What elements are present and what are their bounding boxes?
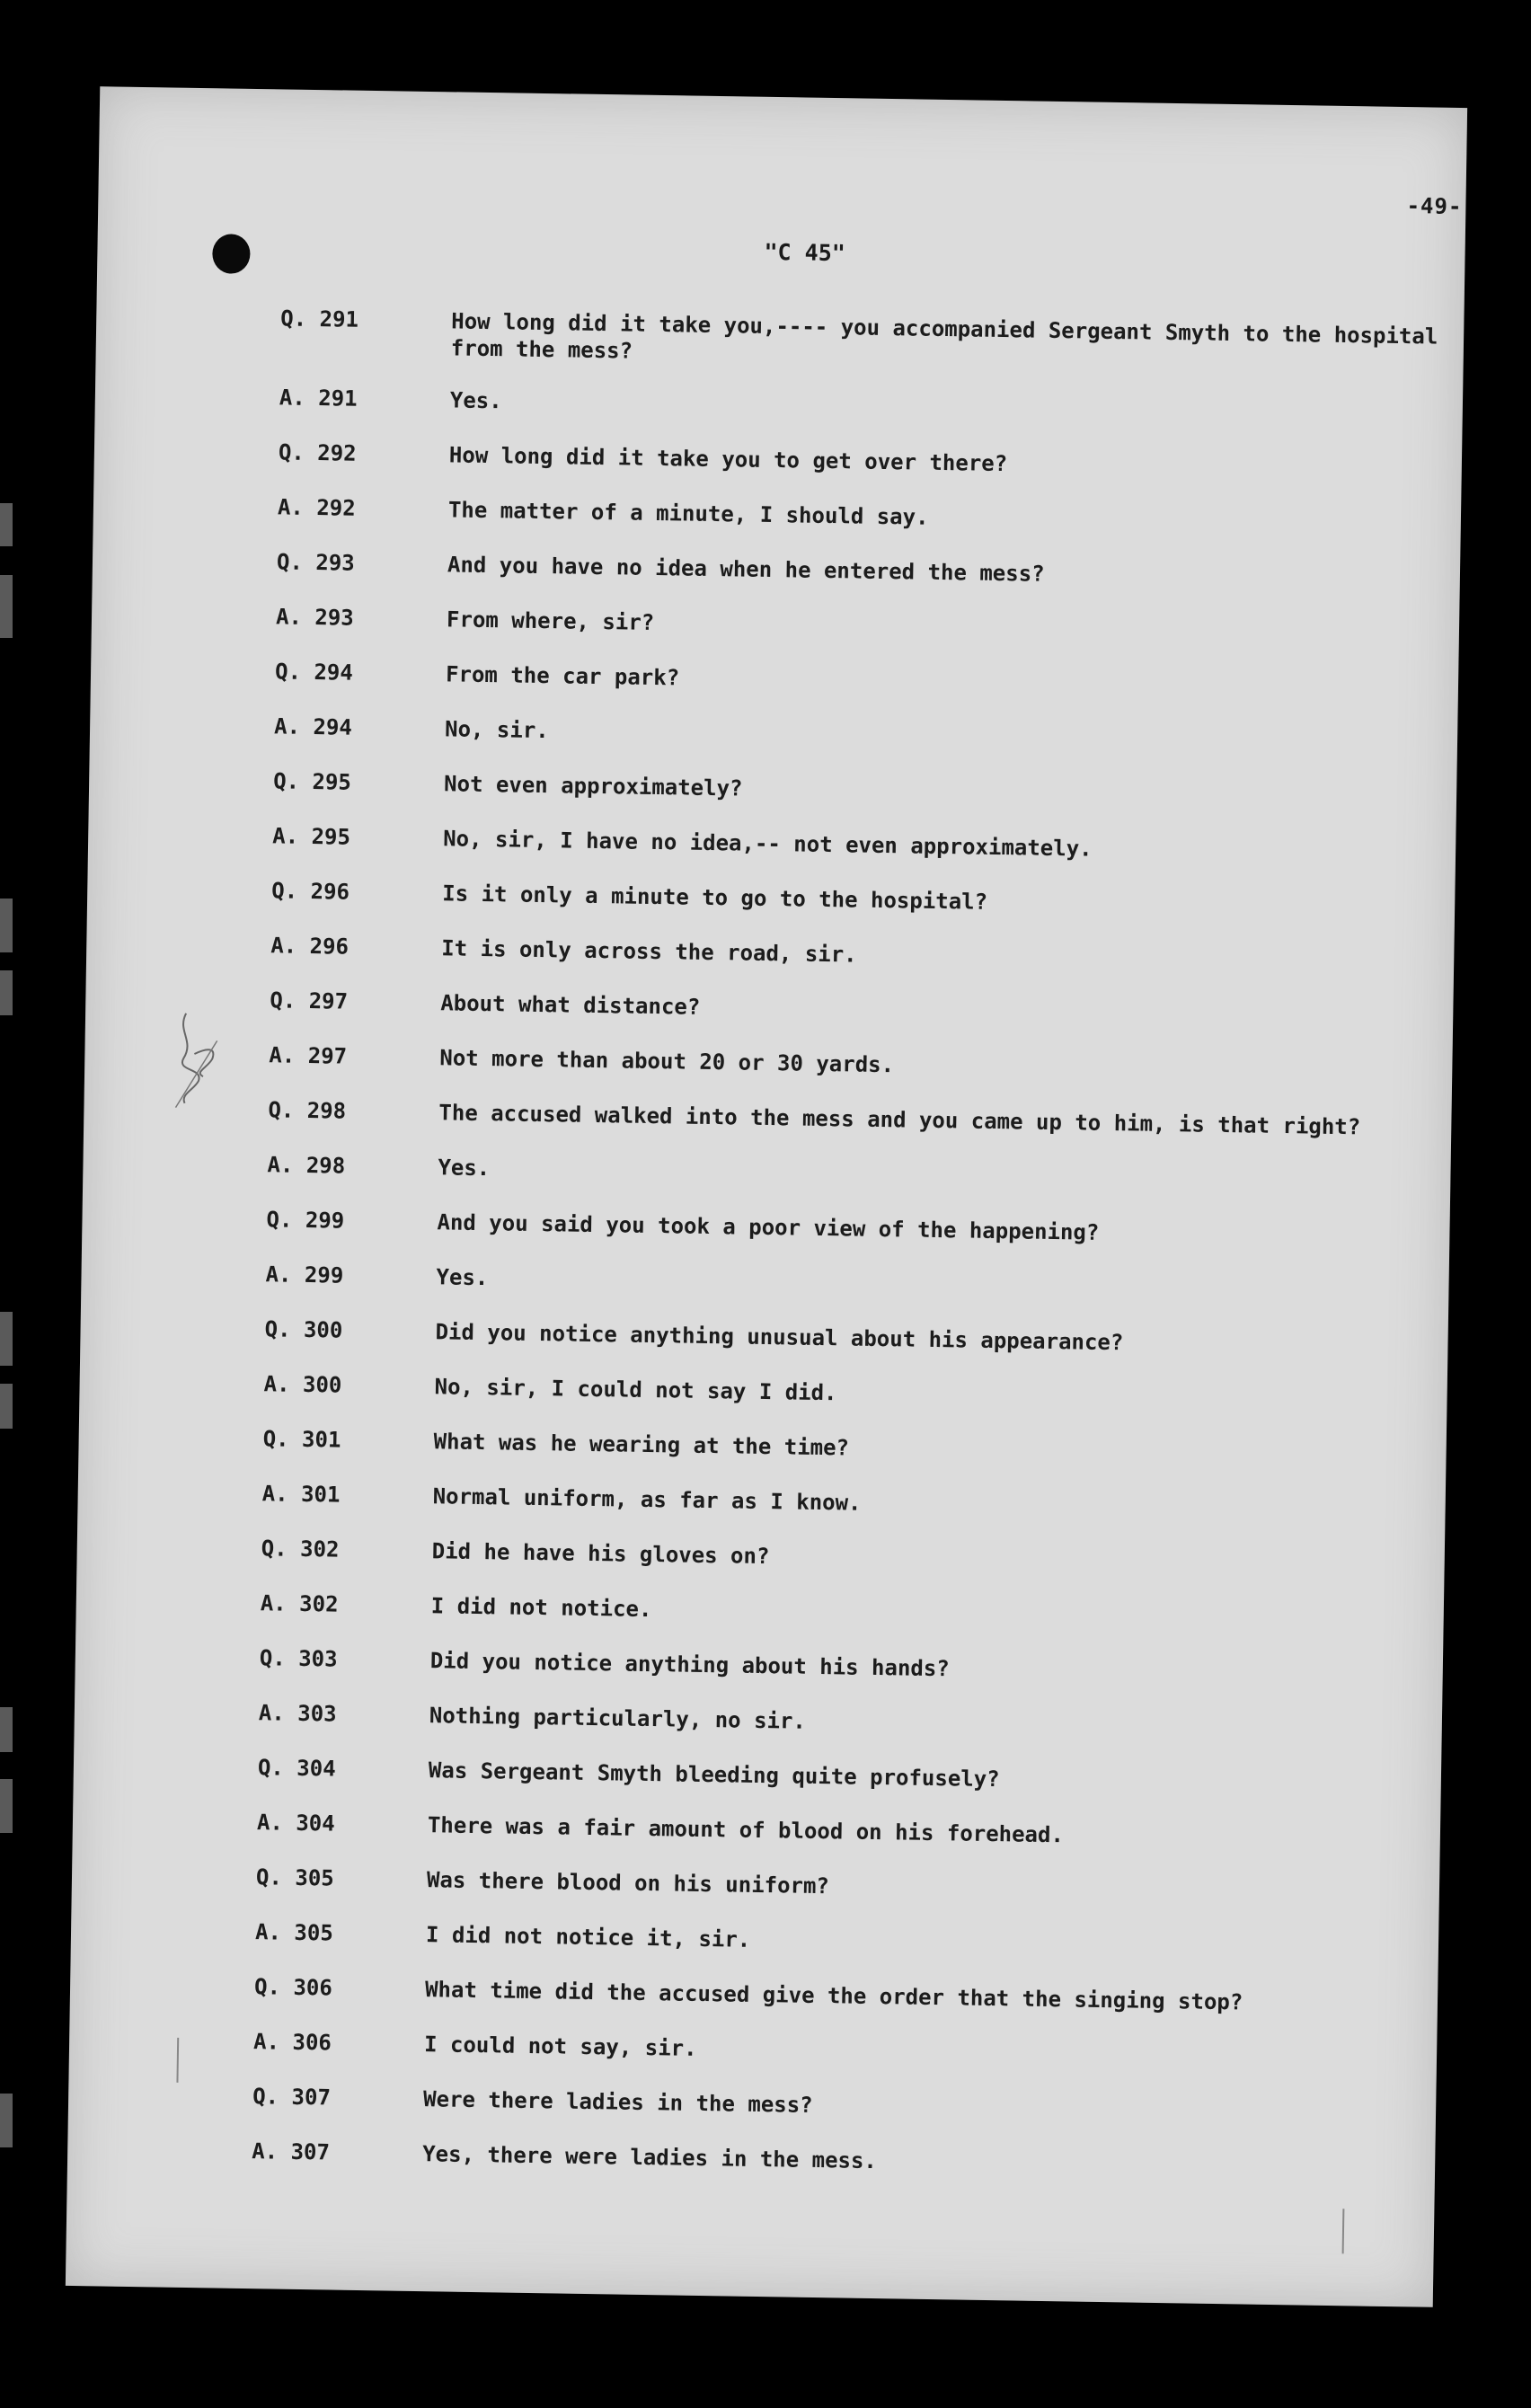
document-page	[66, 86, 1467, 2307]
film-notch	[0, 970, 13, 1015]
qa-number: Q. 304	[257, 1755, 336, 1782]
qa-number: A. 299	[265, 1262, 344, 1288]
qa-text: Nothing particularly, no sir.	[429, 1703, 807, 1734]
qa-entry	[266, 1206, 1435, 1245]
qa-text: About what distance?	[440, 990, 701, 1020]
qa-entry	[256, 1809, 1425, 1848]
qa-entry	[280, 305, 1449, 364]
qa-number: A. 292	[277, 494, 356, 521]
qa-text: Did you notice anything about his hands?	[429, 1648, 950, 1682]
qa-text: Not more than about 20 or 30 yards.	[439, 1045, 895, 1078]
qa-entry	[272, 822, 1440, 862]
qa-text: No, sir.	[444, 716, 549, 744]
film-notch	[0, 1384, 13, 1429]
qa-text: I did not notice.	[430, 1593, 652, 1623]
film-notch	[0, 2094, 13, 2147]
qa-text: Yes.	[449, 387, 502, 414]
qa-entry	[264, 1315, 1433, 1356]
qa-text: No, sir, I could not say I did.	[434, 1374, 837, 1406]
qa-text: Did he have his gloves on?	[431, 1538, 770, 1570]
qa-text: Yes, there were ladies in the mess.	[422, 2141, 878, 2174]
qa-number: Q. 307	[252, 2084, 332, 2111]
qa-entry	[252, 2028, 1421, 2061]
qa-text: No, sir, I have no idea,-- not even approximately.	[442, 826, 1093, 862]
qa-entry	[252, 2138, 1420, 2174]
film-notch	[0, 575, 13, 638]
document-header-code: "C 45"	[764, 238, 846, 267]
qa-text: And you said you took a poor view of the happening?	[437, 1209, 1100, 1245]
qa-text: There was a fair amount of blood on his forehead.	[427, 1812, 1065, 1848]
margin-mark	[1342, 2209, 1345, 2253]
qa-entry	[271, 877, 1440, 915]
qa-text: And you have no idea when he entered the mess?	[447, 552, 1045, 587]
qa-number: Q. 292	[278, 439, 357, 466]
qa-entry	[276, 548, 1445, 587]
qa-number: Q. 296	[271, 878, 350, 905]
qa-number: A. 307	[252, 2138, 331, 2165]
film-notch	[0, 899, 13, 952]
qa-entry	[265, 1261, 1434, 1291]
qa-number: Q. 305	[255, 1864, 334, 1891]
qa-text: Was there blood on his uniform?	[426, 1867, 830, 1899]
qa-entry	[253, 1973, 1422, 2015]
qa-number: Q. 299	[266, 1207, 345, 1234]
qa-number: A. 297	[269, 1042, 348, 1069]
qa-text: From where, sir?	[446, 606, 655, 635]
qa-text: The accused walked into the mess and you came up to him, is that right?	[438, 1100, 1361, 1140]
qa-number: Q. 293	[276, 549, 355, 576]
qa-entry	[254, 1918, 1423, 1952]
qa-text: Yes.	[438, 1155, 491, 1182]
qa-number: A. 300	[263, 1371, 342, 1398]
qa-number: A. 296	[270, 933, 350, 960]
qa-number: Q. 302	[261, 1536, 340, 1563]
film-notch	[0, 503, 13, 546]
qa-entry	[267, 1151, 1436, 1182]
qa-entry	[257, 1754, 1426, 1793]
qa-entry	[277, 493, 1446, 530]
qa-number: Q. 295	[272, 768, 352, 795]
qa-entry	[268, 1096, 1437, 1140]
qa-text: From the car park?	[445, 661, 680, 691]
qa-entry	[255, 1864, 1424, 1899]
qa-entry	[259, 1644, 1428, 1682]
qa-number: A. 295	[272, 823, 351, 850]
qa-entry	[269, 1041, 1438, 1078]
qa-entry	[261, 1480, 1430, 1516]
film-notch	[0, 1707, 13, 1752]
qa-number: Q. 297	[270, 987, 349, 1014]
film-notch	[0, 1312, 13, 1366]
qa-number: A. 306	[252, 2029, 332, 2056]
qa-number: Q. 306	[253, 1974, 333, 2001]
qa-text: What was he wearing at the time?	[433, 1429, 850, 1461]
qa-entry	[278, 438, 1447, 477]
qa-text: I did not notice it, sir.	[425, 1922, 751, 1952]
qa-number: A. 291	[279, 385, 358, 412]
margin-mark	[176, 2038, 179, 2083]
qa-text: Was Sergeant Smyth bleeding quite profusely?	[428, 1757, 1000, 1793]
qa-number: Q. 298	[268, 1097, 347, 1124]
punch-hole	[212, 234, 251, 274]
qa-text: Is it only a minute to go to the hospital?	[442, 881, 988, 915]
qa-text: Were there ladies in the mess?	[422, 2086, 813, 2118]
qa-number: A. 305	[254, 1919, 333, 1946]
qa-text: Yes.	[436, 1264, 489, 1291]
qa-number: A. 293	[275, 604, 354, 631]
qa-entry	[270, 932, 1439, 968]
qa-number: A. 303	[258, 1700, 337, 1727]
qa-number: A. 294	[273, 713, 353, 740]
qa-text: The matter of a minute, I should say.	[447, 497, 929, 530]
qa-text: Normal uniform, as far as I know.	[432, 1483, 862, 1516]
qa-text: Not even approximately?	[443, 771, 743, 801]
qa-text: What time did the accused give the order that the singing stop?	[424, 1977, 1243, 2015]
qa-entry	[262, 1425, 1431, 1461]
qa-entry	[261, 1535, 1429, 1570]
qa-number: A. 304	[256, 1810, 335, 1837]
qa-number: Q. 303	[259, 1645, 338, 1672]
qa-entry	[270, 987, 1438, 1020]
qa-entry	[275, 603, 1444, 635]
film-notch	[0, 1779, 13, 1833]
qa-number: Q. 291	[280, 305, 359, 332]
qa-entry	[273, 713, 1442, 744]
qa-entry	[272, 767, 1441, 801]
qa-entry	[258, 1699, 1427, 1734]
qa-entry	[252, 2083, 1420, 2118]
qa-text: I could not say, sir.	[423, 2032, 697, 2061]
qa-text: It is only across the road, sir.	[441, 935, 857, 968]
qa-entry	[260, 1589, 1429, 1623]
qa-entry	[274, 658, 1443, 691]
qa-number: Q. 294	[274, 659, 354, 686]
qa-number: Q. 301	[262, 1426, 341, 1453]
qa-number: A. 302	[260, 1590, 339, 1617]
qa-number: A. 298	[267, 1152, 346, 1179]
qa-number: A. 301	[261, 1481, 341, 1508]
qa-text: Did you notice anything unusual about his appearance?	[435, 1319, 1124, 1356]
qa-text: How long did it take you,---- you accompanied Sergeant Smyth to the hospital from the mess?	[450, 308, 1438, 364]
handwritten-initials	[166, 1005, 231, 1113]
qa-text: How long did it take you to get over there?	[448, 442, 1008, 477]
qa-entry	[263, 1370, 1432, 1406]
page-number: -49-	[1406, 193, 1463, 220]
qa-entry	[279, 384, 1447, 414]
qa-number: Q. 300	[264, 1316, 343, 1343]
